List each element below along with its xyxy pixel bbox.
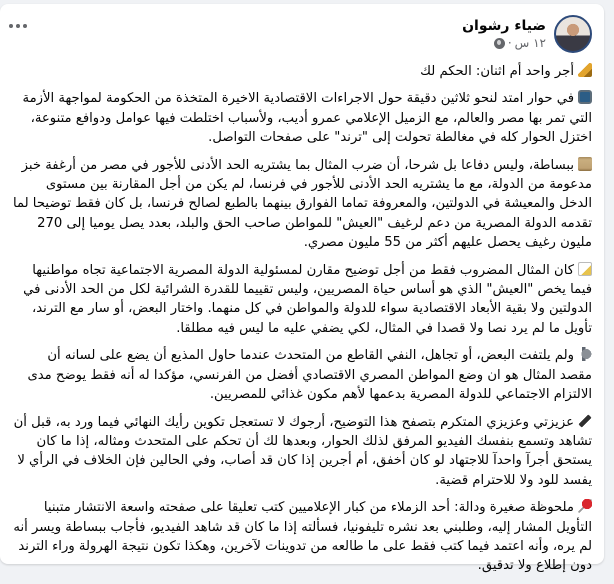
post-paragraph xyxy=(12,413,592,491)
facebook-post-card xyxy=(0,4,604,574)
paragraph-text: ولم يلتفت البعض، أو تجاهل، النفي القاطع من المتحدث عندما حاول المذيع أن يضع على لسانه أن مقصد المثال هو ان وضع المواطن المصري الاقتصادي أفضل من الفرنسي، مؤكدا له أنه فقط يوضح مدى الالتزام الاجتماعي للدولة المصرية بدعمها لأهم مكون غذائي للمصريين. xyxy=(27,348,592,403)
paragraph-text: أجر واحد أم اثنان: الحكم لك xyxy=(420,64,574,79)
paragraph-text: ببساطة، وليس دفاعا بل شرحا، أن ضرب المثال بما يشتريه الحد الأدنى للأجور في مصر من أرغفة خبز مدعومة من الدولة، مع ما يشتريه الحد الأدنى للأجور في فرنسا، لم يكن من أجل المقارنة بين مستوى الدخل والمعيشة في الدولتين، والمعروفة تماما الفوارق بينهما بالطبع لصالح فرنسا، بل كان فقط توضيحا لما تقدمه الدولة المصرية من دعم لرغيف "العيش" للمواطن صاحب الحق والبلد، بعدد يصل يوميا إلى 270 مليون رغيف يحصل عليهم أكثر من 55 مليون مصري. xyxy=(12,157,592,251)
author-name[interactable]: ضياء رشوان xyxy=(462,18,546,34)
pushpin-icon xyxy=(578,499,592,513)
paragraph-text: ملحوظة صغيرة ودالة: أحد الزملاء من كبار الإعلاميين كتب تعليقا على صفحته واسعة الانتشار متبنيا التأويل المشار إليه، وطلبني بعد نشره تليفونيا، فسألته إذا ما كان قد شاهد الفيديو، فأجاب ببساطة ويسر أنه لم يره، وأنه اعتمد فيما كتب فقط على ما طالعه من تدوينات لآخرين، وهكذا تكون نتيجة الهرولة وراء الترند دون إطلاع ولا تدقيق. xyxy=(13,500,592,574)
tv-icon xyxy=(578,90,592,104)
post-paragraph xyxy=(12,346,592,404)
dot-icon xyxy=(16,24,20,28)
post-paragraph xyxy=(12,89,592,147)
memo-icon xyxy=(578,262,592,276)
post-paragraph xyxy=(12,62,592,81)
paragraph-text: كان المثال المضروب فقط من أجل توضيح مقارن لمسئولية الدولة المصرية الاجتماعية تجاه مواطنيها فيما يخص "العيش" الذي هو أساس حياة المصريين، وليس تقييما للقدرة الشرائية لكل من الحد الأدنى في الدولتين ولا بقية الأبعاد الاقتصادية سواء للدولة والمواطن في كل منهما. واختار البعض، أو سار مع الترند، تأويل ما لم يرد نصا ولا قصدا في المثال، لكي يضفي عليه ما ليس فيه مطلقا. xyxy=(23,262,592,336)
author-avatar[interactable] xyxy=(554,15,592,53)
dot-icon xyxy=(23,24,27,28)
post-header xyxy=(12,12,592,56)
paragraph-text: في حوار امتد لنحو ثلاثين دقيقة حول الاجراءات الاقتصادية الاخيرة المتخذة من الحكومة لمواجهة الأزمة التي تمر بها مصر والعالم، مع الزميل الإعلامي عمرو أديب، ولأسباب اختلطت فيها عوامل ودوافع متنوعة، اختزل الحوار كله في مغالطة تحولت إلى "ترند" على صفحات التواصل. xyxy=(22,91,592,146)
microphone-icon xyxy=(578,414,592,428)
dot-icon xyxy=(9,24,13,28)
megaphone-icon xyxy=(578,347,592,361)
meta-separator: · xyxy=(507,36,512,50)
globe-icon[interactable] xyxy=(494,38,505,49)
writing-hand-icon xyxy=(578,63,592,77)
post-body xyxy=(12,62,592,584)
post-paragraph xyxy=(12,156,592,253)
post-meta xyxy=(462,17,546,51)
more-options-button[interactable] xyxy=(2,14,34,38)
post-paragraph xyxy=(12,261,592,339)
scroll-icon xyxy=(578,157,592,171)
post-paragraph xyxy=(12,498,592,576)
post-subline xyxy=(462,35,546,51)
post-timestamp[interactable]: ١٢ س xyxy=(514,36,546,50)
paragraph-text: عزيزتي وعزيزي المتكرم بتصفح هذا التوضيح، أرجوك لا تستعجل تكوين رأيك النهائي فيما ورد به، قبل أن تشاهد وتسمع بنفسك الفيديو المرفق لذلك الحوار، وبعدها لك أن تحكم على المتحدث ومثاله، إذا ما كان يستحق أجرآ واحدآ للاجتهاد لو كان أخفق، أم أجرين إذا كان قد أصاب، وفي الحالين فإن الخلاف في الرأي لا يفسد للود ولا للاحترام قضية. xyxy=(13,414,592,488)
